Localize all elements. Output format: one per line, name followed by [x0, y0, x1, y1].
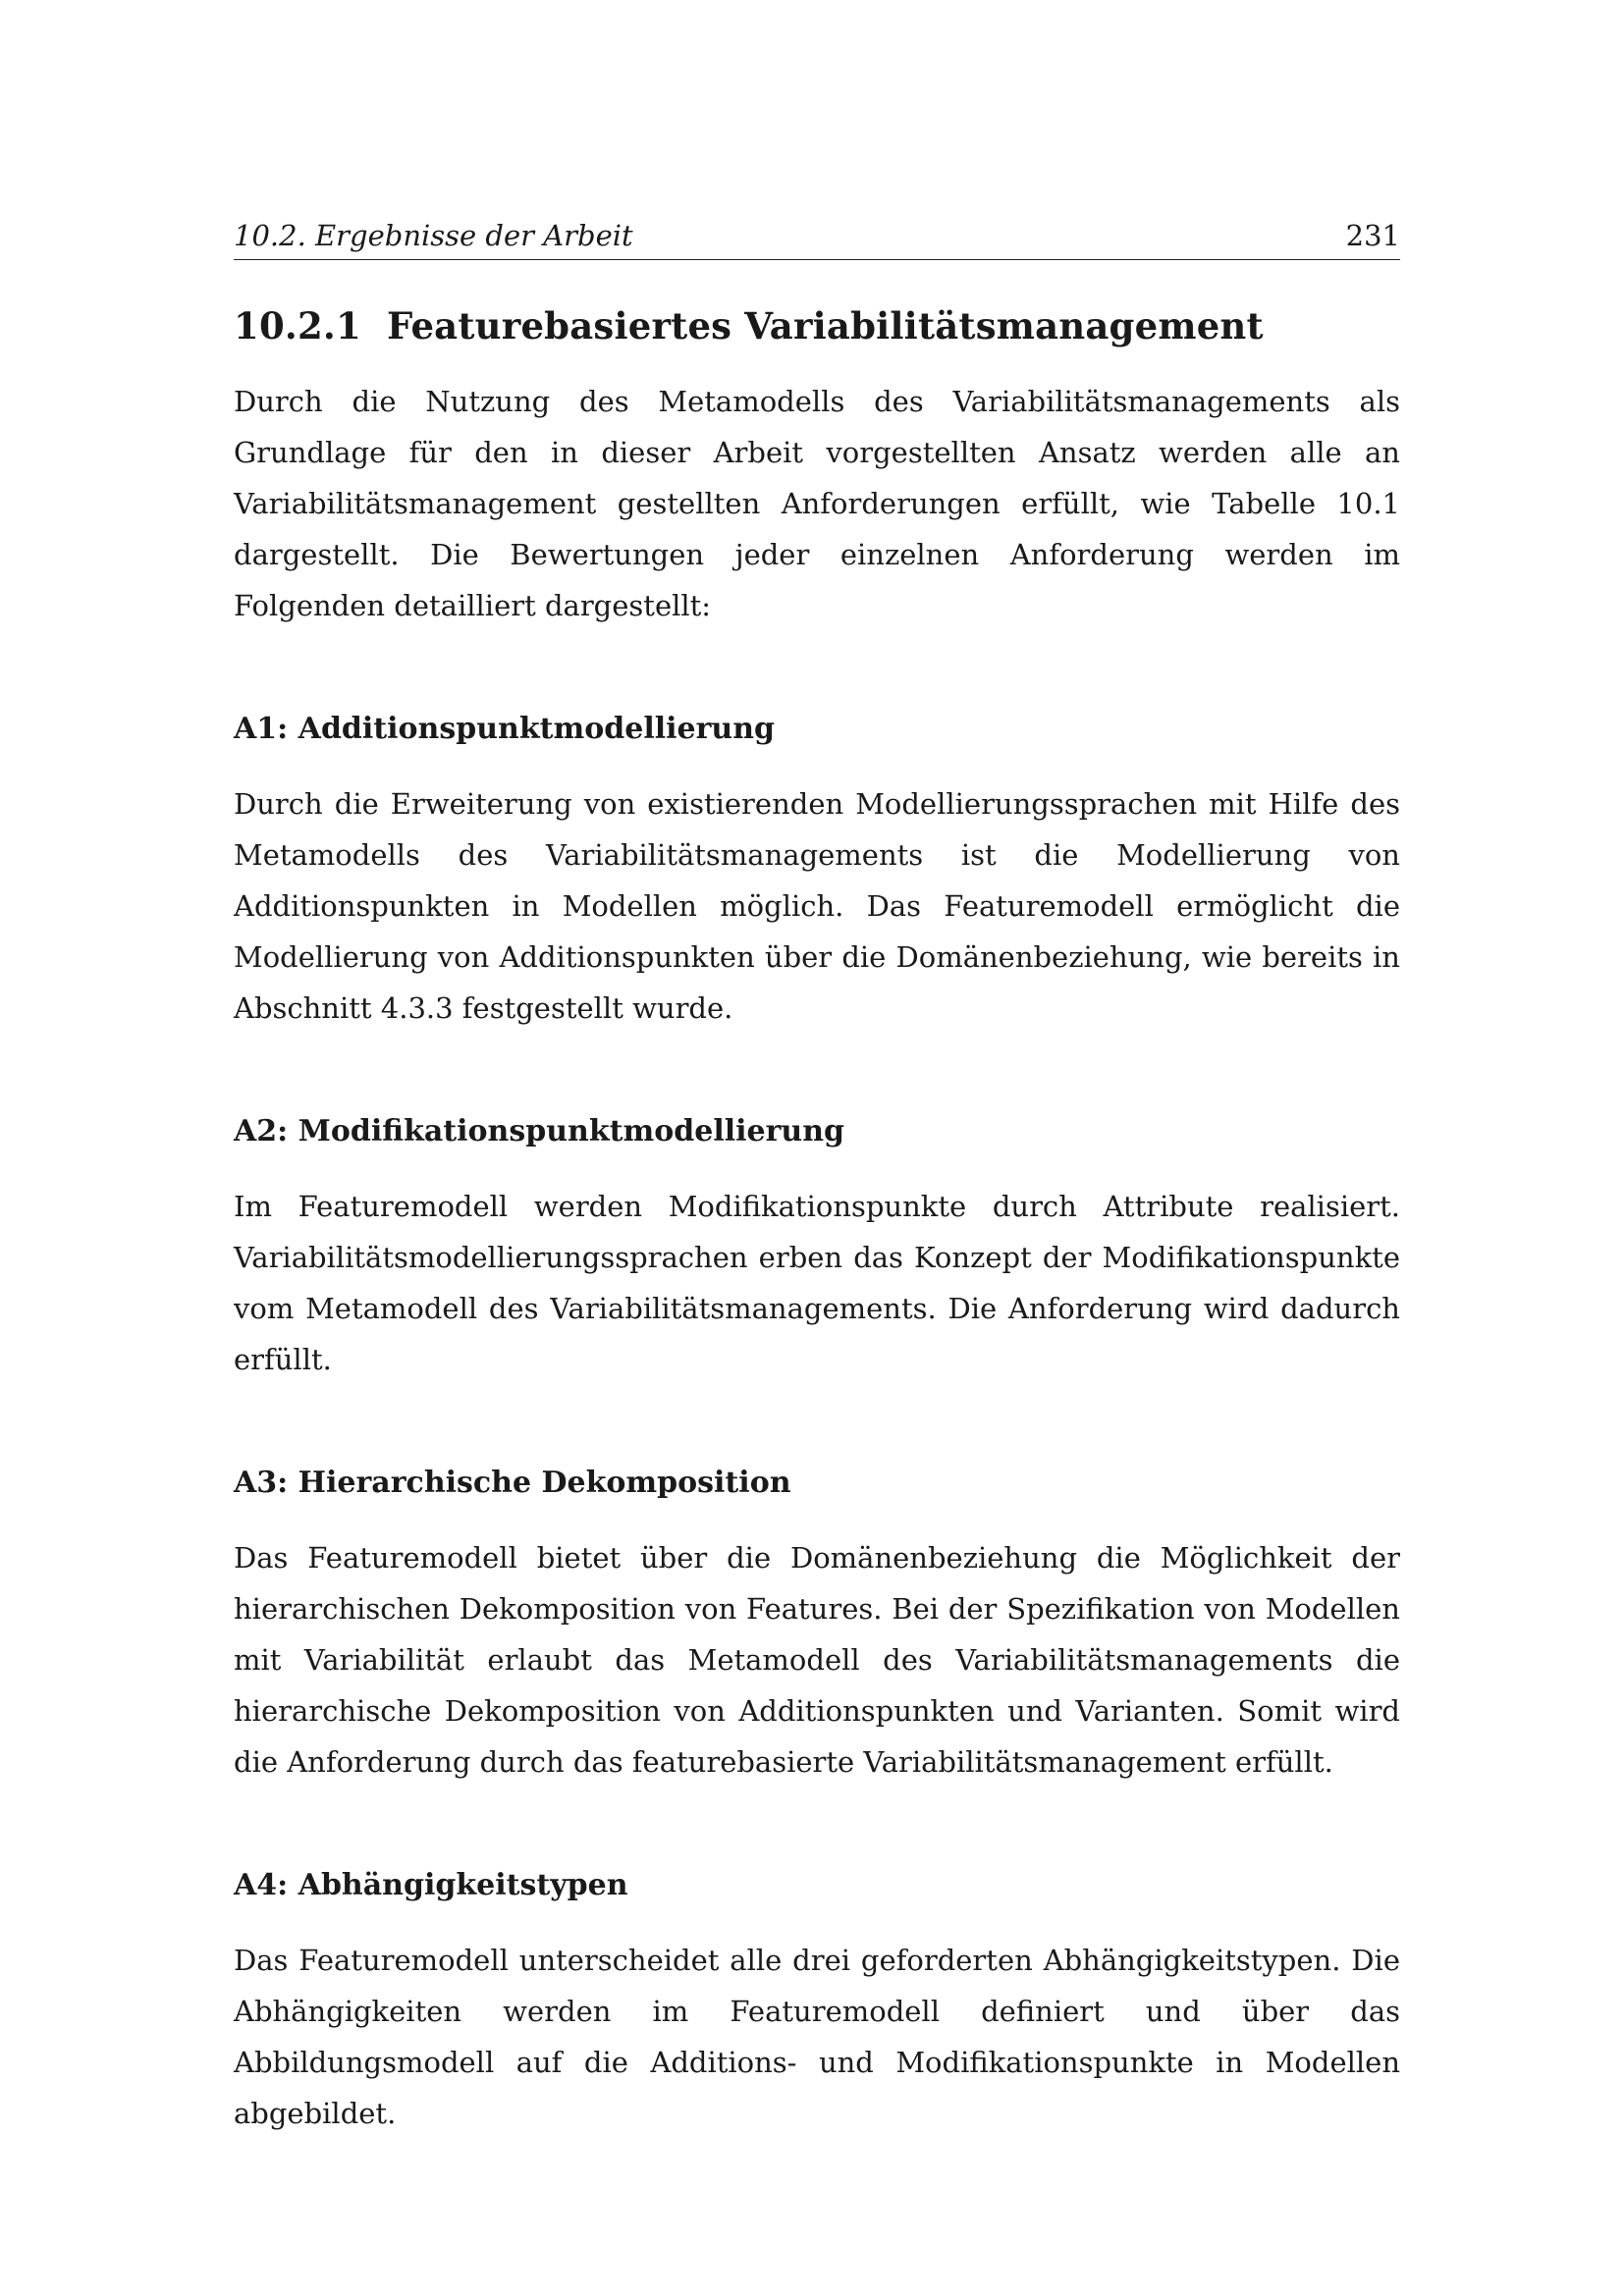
requirement-heading-a4: A4: Abhängigkeitstypen — [234, 1868, 628, 1902]
requirement-text-a4: Das Featuremodell unterscheidet alle drei geforderten Abhängigkeitstypen. Die Abhängigkeiten werden im Featuremodell definiert und über das Abbildungsmodell auf die Additions- und Modifikationspunkte in Modellen abgebildet. — [234, 1944, 1400, 2130]
intro-paragraph: Durch die Nutzung des Metamodells des Variabilitätsmanagements als Grundlage für den in dieser Arbeit vorgestellten Ansatz werden alle an Variabilitätsmanagement gestellten Anforderungen erfüllt, wie Tabelle 10.1 dargestellt. Die Bewertungen jeder einzelnen Anforderung werden im Folgenden detailliert dargestellt: — [234, 385, 1400, 622]
page — [234, 218, 1400, 2139]
requirement-text-a2: Im Featuremodell werden Modifikationspunkte durch Attribute realisiert. Variabilitätsmodellierungssprachen erben das Konzept der Modifikationspunkte vom Metamodell des Variabilitätsmanagements. Die Anforderung wird dadurch erfüllt. — [234, 1190, 1400, 1376]
chapter-title: 10.2. Ergebnisse der Arbeit — [234, 219, 633, 252]
running-header — [234, 218, 1400, 260]
requirement-heading-a1: A1: Additionspunktmodellierung — [234, 712, 776, 746]
page-number: 231 — [1345, 219, 1400, 252]
requirement-text-a3: Das Featuremodell bietet über die Domänenbeziehung die Möglichkeit der hierarchischen Dekomposition von Features. Bei der Spezifikation von Modellen mit Variabilität erlaubt das Metamodell des Variabilitätsmanagements die hierarchische Dekomposition von Additionspunkten und Varianten. Somit wird die Anforderung durch das featurebasierte Variabilitätsmanagement erfüllt. — [234, 1541, 1400, 1779]
requirement-text-a1: Durch die Erweiterung von existierenden Modellierungssprachen mit Hilfe des Metamodells des Variabilitätsmanagements ist die Modellierung von Additionspunkten in Modellen möglich. Das Featuremodell ermöglicht die Modellierung von Additionspunkten über die Domänenbeziehung, wie bereits in Abschnitt 4.3.3 festgestellt wurde. — [234, 787, 1400, 1025]
section-number: 10.2.1 — [234, 304, 361, 347]
section-heading — [234, 303, 1400, 348]
requirement-heading-a3: A3: Hierarchische Dekomposition — [234, 1466, 791, 1500]
section-title: Featurebasiertes Variabilitätsmanagement — [387, 304, 1264, 347]
requirement-heading-a2: A2: Modifikationspunktmodellierung — [234, 1114, 845, 1148]
